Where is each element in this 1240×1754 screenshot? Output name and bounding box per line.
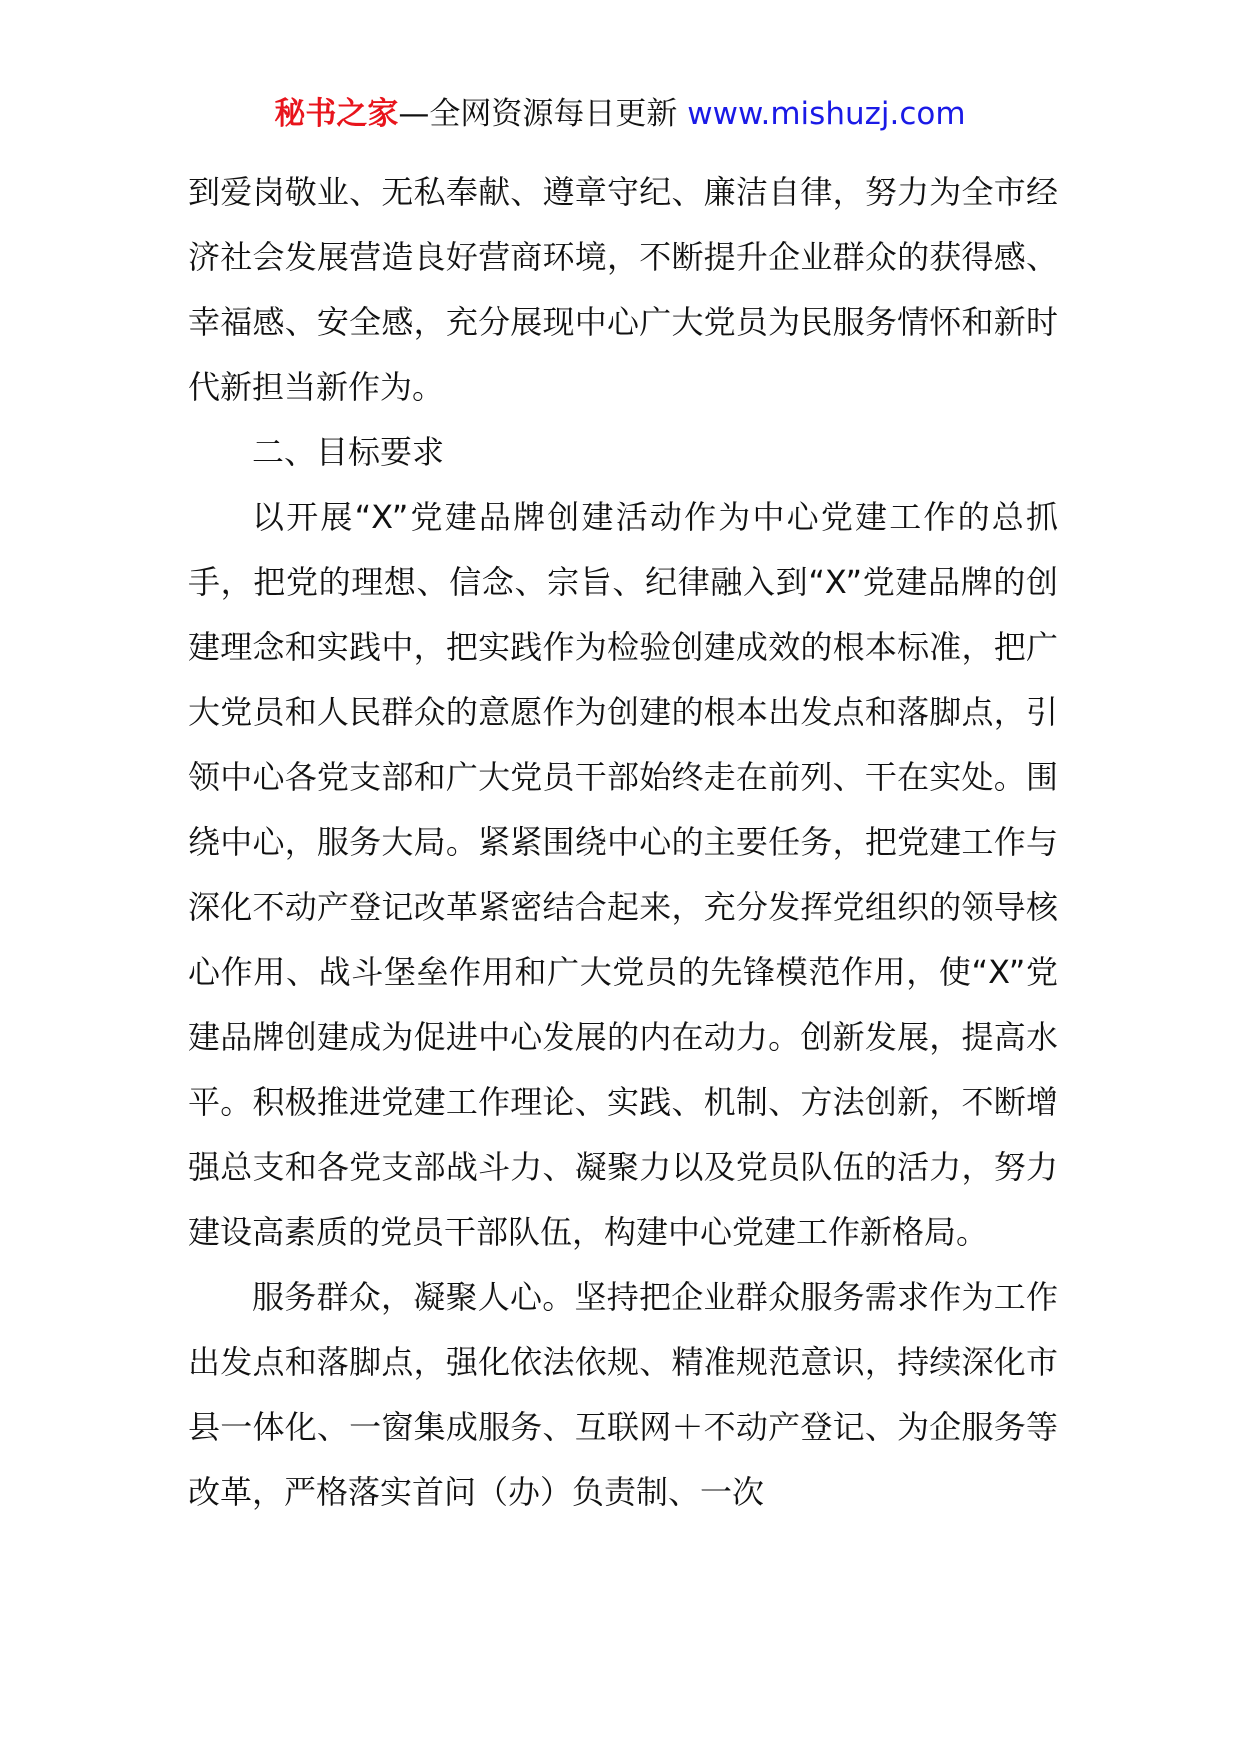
page-header: [0, 92, 1240, 136]
section-heading: 二、目标要求: [252, 433, 445, 471]
header-brand: 秘书之家: [274, 96, 399, 132]
document-body: [188, 160, 1058, 1525]
paragraph-continuation: 到爱岗敬业、无私奉献、遵章守纪、廉洁自律，努力为全市经济社会发展营造良好营商环境，不断提升企业群众的获得感、幸福感、安全感，充分展现中心广大党员为民服务情怀和新时代新担当新作为。: [188, 173, 1058, 406]
header-tagline: —全网资源每日更新: [398, 96, 688, 132]
header-url-link[interactable]: www.mishuzj.com: [687, 96, 966, 132]
paragraph-service: 服务群众，凝聚人心。坚持把企业群众服务需求作为工作出发点和落脚点，强化依法依规、精准规范意识，持续深化市县一体化、一窗集成服务、互联网＋不动产登记、为企服务等改革，严格落实首问（办）负责制、一次: [188, 1278, 1058, 1511]
paragraph-goals: 以开展“X”党建品牌创建活动作为中心党建工作的总抓手，把党的理想、信念、宗旨、纪律融入到“X”党建品牌的创建理念和实践中，把实践作为检验创建成效的根本标准，把广大党员和人民群众的意愿作为创建的根本出发点和落脚点，引领中心各党支部和广大党员干部始终走在前列、干在实处。围绕中心，服务大局。紧紧围绕中心的主要任务，把党建工作与深化不动产登记改革紧密结合起来，充分发挥党组织的领导核心作用、战斗堡垒作用和广大党员的先锋模范作用，使“X”党建品牌创建成为促进中心发展的内在动力。创新发展，提高水平。积极推进党建工作理论、实践、机制、方法创新，不断增强总支和各党支部战斗力、凝聚力以及党员队伍的活力，努力建设高素质的党员干部队伍，构建中心党建工作新格局。: [188, 498, 1058, 1251]
